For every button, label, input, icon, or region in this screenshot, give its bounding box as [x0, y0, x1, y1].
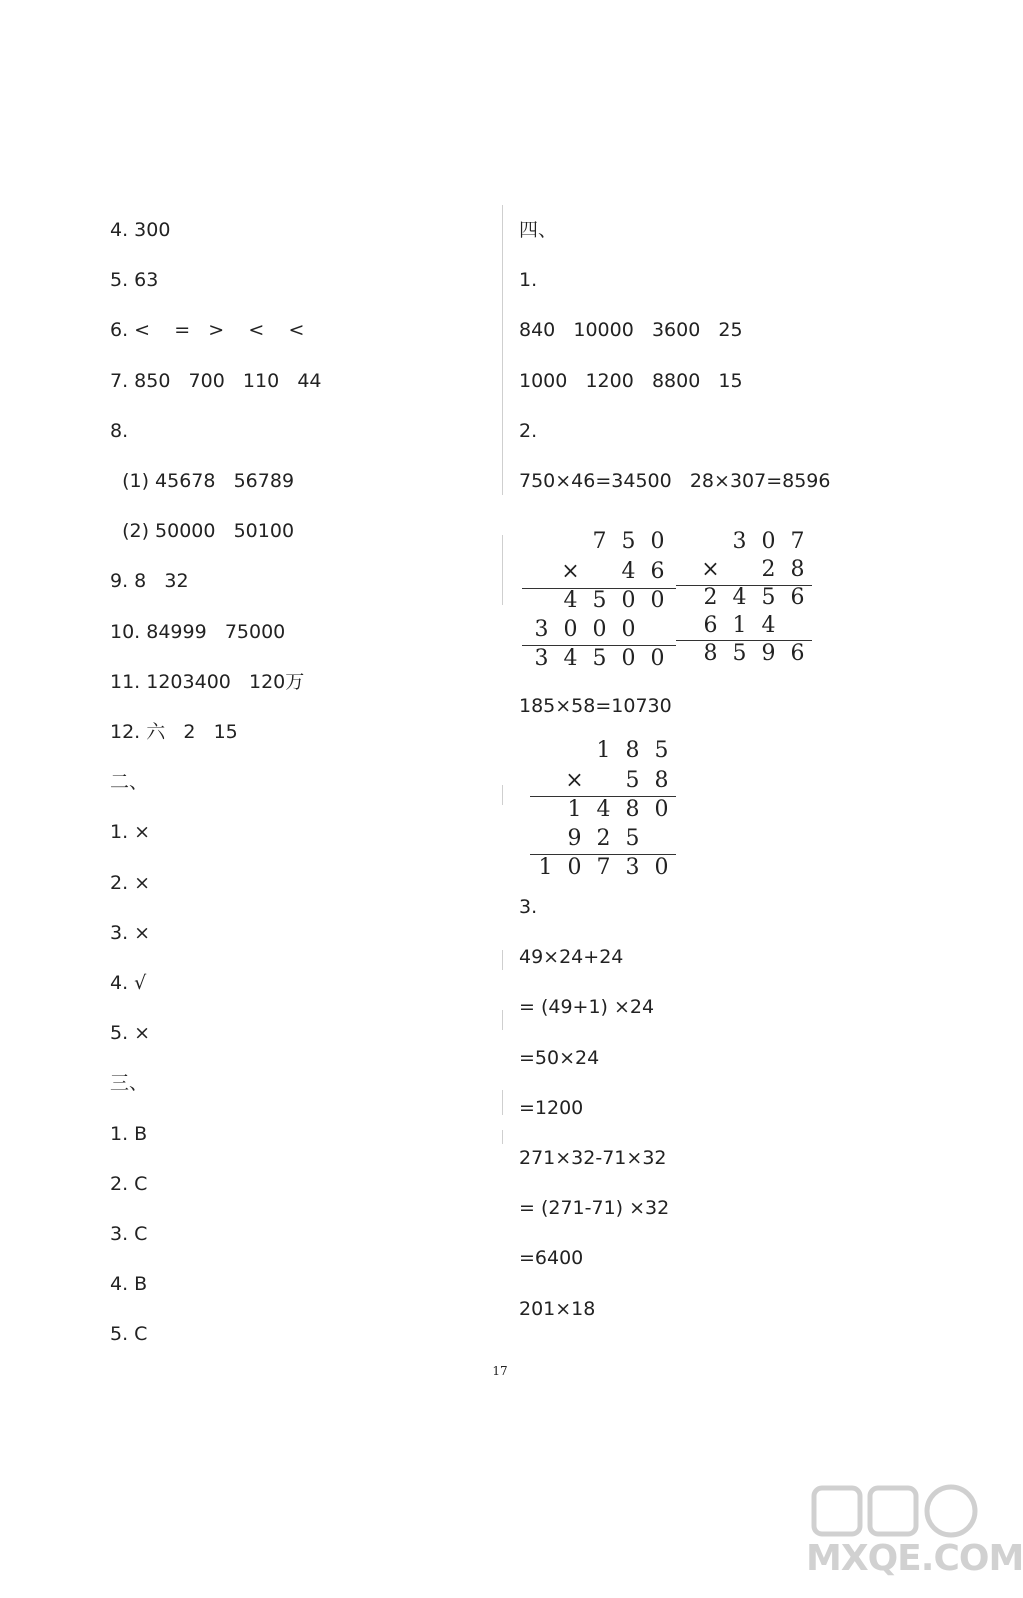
column-divider	[502, 1090, 503, 1115]
vertical-calc-750x46	[522, 529, 672, 669]
vertical-calc-307x28	[676, 529, 812, 669]
answer-line: 4. √	[110, 972, 147, 994]
answer-line: 三、	[110, 1072, 149, 1095]
answer-line: 840 10000 3600 25	[519, 319, 743, 342]
column-divider	[502, 1010, 503, 1030]
calc-row: × 4 6	[561, 559, 665, 584]
column-divider	[502, 950, 503, 970]
calc-row: 3 0 7	[732, 529, 805, 554]
page-number: 17	[492, 1364, 508, 1378]
calc-row: × 2 8	[701, 557, 805, 582]
answer-line: 9. 8 32	[110, 570, 189, 593]
answer-line: =6400	[519, 1247, 584, 1270]
calc-row: 2 4 5 6	[703, 585, 805, 610]
answer-line: 四、	[519, 219, 558, 241]
answer-line: 49×24+24	[519, 946, 624, 969]
answer-line: 750×46=34500 28×307=8596	[519, 470, 831, 492]
watermark-glyph-icon	[806, 1480, 986, 1540]
calc-row: 1 4 8 0	[567, 797, 669, 822]
calc-row: 4 5 0 0	[563, 588, 665, 613]
calc-row: 1 0 7 3 0	[538, 855, 669, 880]
answer-line: 6. < = > < <	[110, 319, 305, 342]
answer-line: 1. ×	[110, 821, 151, 844]
answer-line: (2) 50000 50100	[110, 520, 295, 543]
answer-line: 8.	[110, 419, 129, 442]
calc-row: 7 5 0	[592, 529, 665, 554]
answer-line: 10. 84999 75000	[110, 620, 286, 643]
answer-line: 201×18	[519, 1297, 596, 1320]
answer-line: 7. 850 700 110 44	[110, 369, 322, 392]
answer-line: 5. C	[110, 1323, 148, 1346]
calc-heading: 185×58=10730	[519, 695, 672, 717]
answer-line: 1.	[519, 269, 538, 292]
calc-row: 1 8 5	[596, 738, 669, 763]
calc-row: × 5 8	[565, 768, 669, 793]
answer-line: 5. ×	[110, 1022, 151, 1045]
answer-line: 1. B	[110, 1122, 148, 1145]
answer-line: 1000 1200 8800 15	[519, 369, 743, 392]
vertical-calc-185x58	[530, 738, 676, 888]
watermark-logo	[806, 1480, 1023, 1590]
answer-line: =1200	[519, 1096, 584, 1119]
calc-row: 9 2 5	[567, 826, 640, 851]
column-divider	[502, 785, 503, 805]
calc-row: 6 1 4	[703, 613, 776, 638]
answer-line: 12. 六 2 15	[110, 721, 238, 743]
answer-line: 3. ×	[110, 921, 151, 944]
answer-line: 二、	[110, 771, 149, 794]
answer-line: (1) 45678 56789	[110, 470, 295, 492]
calc-row: 3 0 0 0	[534, 617, 636, 642]
answer-line: 2. ×	[110, 871, 151, 894]
answer-line: 4. 300	[110, 219, 171, 241]
calc-row: 3 4 5 0 0	[534, 646, 665, 671]
answer-line: 3.	[519, 896, 538, 918]
answer-line: 2. C	[110, 1172, 148, 1195]
column-divider	[502, 1130, 503, 1144]
column-divider	[502, 205, 503, 495]
answer-line: = (49+1) ×24	[519, 996, 655, 1019]
calc-row: 8 5 9 6	[703, 641, 805, 666]
answer-line: 271×32-71×32	[519, 1147, 667, 1169]
answer-line: 5. 63	[110, 269, 159, 292]
column-divider	[502, 535, 503, 605]
answer-line: = (271-71) ×32	[519, 1197, 670, 1220]
answer-line: 4. B	[110, 1273, 148, 1296]
answer-line: =50×24	[519, 1046, 600, 1069]
answer-line: 2.	[519, 419, 538, 442]
answer-line: 3. C	[110, 1223, 148, 1245]
watermark-text: MXQE.COM	[806, 1538, 1023, 1579]
answer-line: 11. 1203400 120万	[110, 670, 305, 693]
